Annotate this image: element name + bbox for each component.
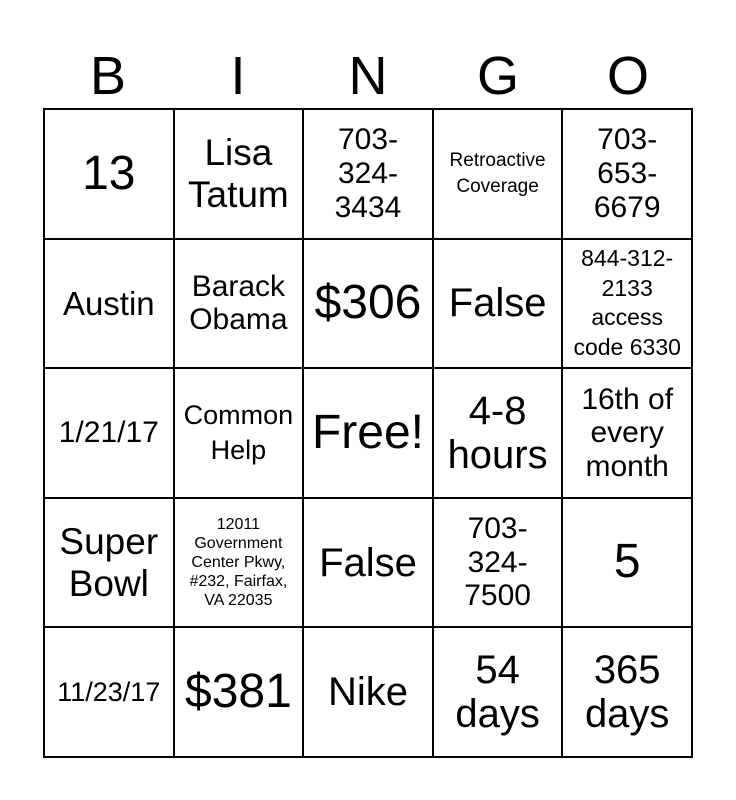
header-letter-g: G — [476, 46, 519, 106]
cell-text: 703- 653- 6679 — [593, 123, 661, 224]
header-letter-n: N — [348, 46, 388, 106]
cell-text: 4-8 hours — [447, 388, 548, 477]
bingo-cell[interactable] — [434, 110, 564, 240]
bingo-cell[interactable] — [45, 628, 175, 758]
cell-text: 703- 324- 3434 — [334, 123, 402, 224]
cell-text: False — [319, 540, 417, 585]
bingo-cell[interactable] — [434, 240, 564, 370]
cell-text: 844-312- 2133 access code 6330 — [573, 244, 681, 361]
bingo-cell[interactable] — [45, 499, 175, 629]
bingo-cell[interactable] — [45, 110, 175, 240]
bingo-cell[interactable] — [175, 240, 305, 370]
bingo-cell[interactable] — [45, 240, 175, 370]
bingo-cell[interactable] — [304, 628, 434, 758]
cell-text: False — [448, 281, 547, 326]
cell-text: Free! — [311, 405, 424, 459]
cell-text: 54 days — [455, 648, 540, 737]
bingo-cell[interactable] — [563, 628, 693, 758]
cell-text: Super Bowl — [59, 521, 159, 604]
bingo-cell[interactable] — [45, 369, 175, 499]
bingo-cell[interactable] — [304, 369, 434, 499]
cell-text: Retroactive Coverage — [449, 150, 546, 197]
bingo-cell[interactable] — [175, 369, 305, 499]
bingo-cell[interactable] — [175, 499, 305, 629]
header-letter-o: O — [606, 46, 649, 106]
bingo-cell[interactable] — [563, 369, 693, 499]
bingo-cell[interactable] — [175, 628, 305, 758]
cell-text: 11/23/17 — [57, 676, 161, 707]
cell-text: 12011 Government Center Pkwy, #232, Fairfax, VA 22035 — [189, 515, 288, 610]
bingo-cell[interactable] — [563, 240, 693, 370]
bingo-cell[interactable] — [434, 369, 564, 499]
cell-text: 1/21/17 — [58, 416, 159, 450]
cell-text: Common Help — [183, 400, 294, 465]
bingo-cell[interactable] — [563, 110, 693, 240]
cell-text: Lisa Tatum — [188, 132, 289, 215]
cell-text: 16th of every month — [581, 382, 674, 483]
bingo-cell[interactable] — [175, 110, 305, 240]
cell-text: Barack Obama — [189, 269, 288, 337]
bingo-cell[interactable] — [304, 499, 434, 629]
bingo-board — [43, 108, 693, 758]
header-letter-i: I — [230, 46, 246, 106]
bingo-cell[interactable] — [434, 499, 564, 629]
header-letter-b: B — [89, 46, 127, 106]
cell-text: 703- 324- 7500 — [464, 512, 531, 613]
cell-text: Austin — [62, 284, 155, 322]
cell-text: 13 — [82, 146, 136, 200]
cell-text: 5 — [613, 535, 641, 589]
bingo-cell[interactable] — [563, 499, 693, 629]
cell-text: 365 days — [584, 648, 670, 737]
bingo-cell[interactable] — [304, 240, 434, 370]
cell-text: Nike — [327, 670, 408, 715]
bingo-header — [43, 44, 693, 108]
bingo-cell[interactable] — [304, 110, 434, 240]
bingo-cell[interactable] — [434, 628, 564, 758]
cell-text: $306 — [314, 276, 422, 330]
cell-text: $381 — [185, 665, 292, 718]
